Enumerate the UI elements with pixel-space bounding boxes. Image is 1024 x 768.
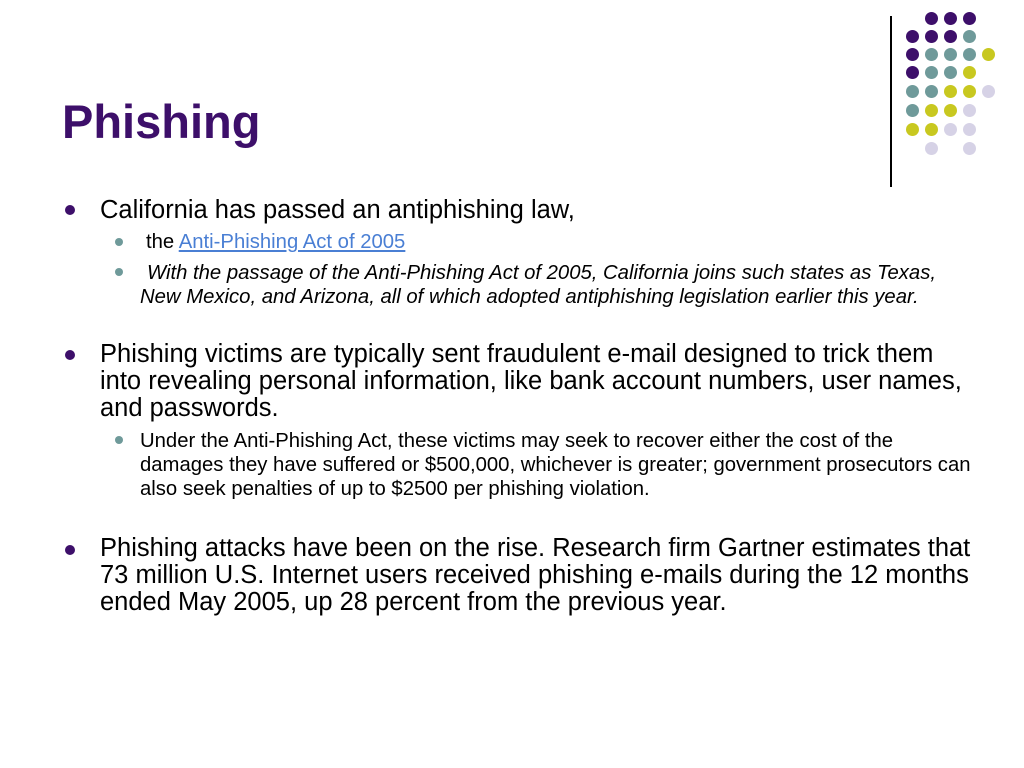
sub-bullet-marker — [115, 436, 123, 444]
bullet-2-sub-1: Under the Anti-Phishing Act, these victims may seek to recover either the cost of the damages they have suffered or $500,000, whichever is greater; government prosecutors can also seek penalties of up to $2500 per phishing violation. — [140, 430, 971, 500]
bullet-3-text: Phishing attacks have been on the rise. Research firm Gartner estimates that 73 million U.S. Internet users received phishing e-mails during the 12 months ended May 2005, up 28 percent from the previous year. — [100, 534, 971, 616]
sub-bullet-prefix: the — [146, 231, 179, 253]
sub-bullet-marker — [115, 268, 123, 276]
sub-bullet-marker — [115, 238, 123, 246]
bullet-1-sub-2: With the passage of the Anti-Phishing Act of 2005, California joins such states as Texas, New Mexico, and Arizona, all of which adopted antiphishing legislation earlier this year. — [140, 262, 936, 308]
bullet-marker — [65, 545, 75, 555]
bullet-marker — [65, 205, 75, 215]
slide-title: Phishing — [62, 95, 261, 148]
anti-phishing-act-link[interactable]: Anti-Phishing Act of 2005 — [178, 231, 406, 253]
bullet-marker — [65, 350, 75, 360]
bullet-1-text: California has passed an antiphishing law, — [100, 196, 575, 224]
bullet-1-sub-1 — [146, 230, 986, 254]
bullet-2-text: Phishing victims are typically sent fraudulent e-mail designed to trick them into revealing personal information, like bank account numbers, user names, and passwords. — [100, 340, 962, 422]
